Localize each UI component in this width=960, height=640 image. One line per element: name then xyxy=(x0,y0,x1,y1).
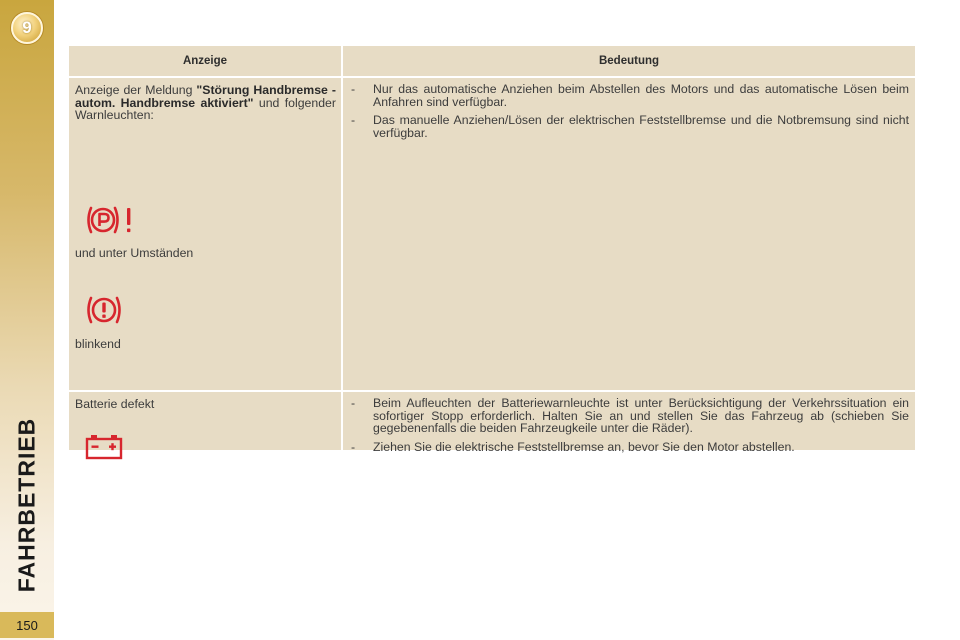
row-2-meaning-list xyxy=(351,397,909,459)
row-2-indicator-cell xyxy=(69,392,341,450)
battery-fault-label: Batterie defekt xyxy=(75,397,155,411)
message-bold: "Störung Handbremse - autom. Handbremse aktiviert" xyxy=(75,83,336,110)
parking-brake-warning-icon xyxy=(85,204,135,236)
header-bedeutung: Bedeutung xyxy=(343,46,915,76)
warning-table xyxy=(69,46,915,454)
section-title: FAHRBETRIEB xyxy=(13,417,40,593)
header-anzeige: Anzeige xyxy=(69,46,341,76)
chapter-badge: 9 xyxy=(11,12,43,44)
blinking-state-text: blinkend xyxy=(75,337,121,351)
brake-warning-icon xyxy=(86,294,122,326)
list-item: - Beim Aufleuchten der Batteriewarnleuchte ist unter Berücksichtigung der Verkehrssituation ein sofortiger Stopp erforderlich. Halten Sie an und stellen Sie das Fahrzeug ab (schieben Sie gegebenenfalls die beiden Fahrzeugkeile unter die Räder). xyxy=(351,396,909,435)
battery-warning-icon xyxy=(85,434,123,460)
sidebar-strip xyxy=(0,0,54,640)
row-1-meaning-cell xyxy=(343,78,915,390)
row-1-indicator-text: Anzeige der Meldung "Störung Handbremse - autom. Handbremse aktiviert" und folgender Warnleuchten: xyxy=(75,83,336,122)
list-item: - Das manuelle Anziehen/Lösen der elektrischen Feststellbremse und die Notbremsung sind nicht verfügbar. xyxy=(351,113,909,140)
list-item: - Ziehen Sie die elektrische Feststellbremse an, bevor Sie den Motor abstellen. xyxy=(351,439,795,454)
row-2-meaning-cell xyxy=(343,392,915,454)
row-1-meaning-list xyxy=(351,83,909,145)
page-number: 150 xyxy=(0,612,54,638)
list-item: - Nur das automatische Anziehen beim Abstellen des Motors und das automatische Lösen beim Anfahren sind verfügbar. xyxy=(351,82,909,109)
condition-text: und unter Umständen xyxy=(75,246,194,260)
row-1-indicator-cell xyxy=(69,78,341,390)
